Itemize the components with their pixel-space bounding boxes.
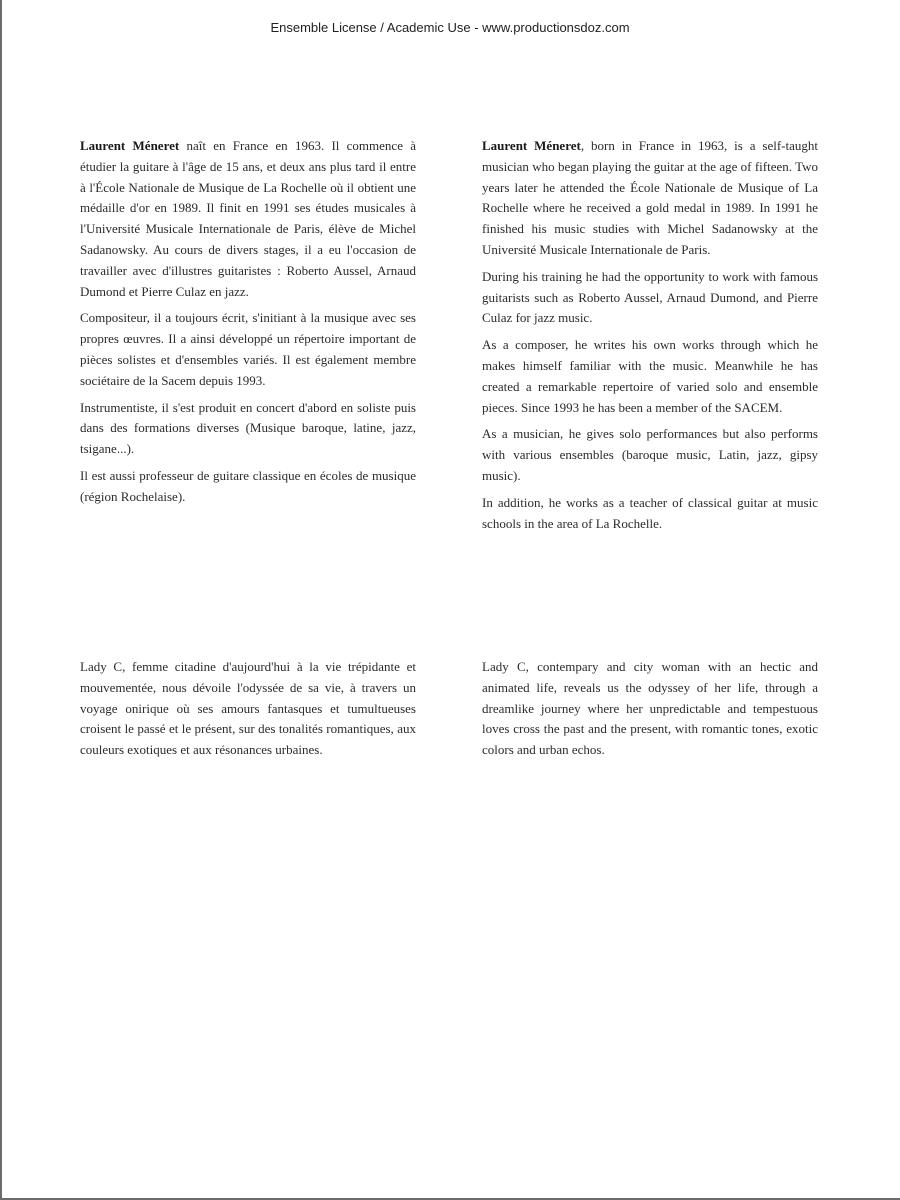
bio-en-paragraph-2: During his training he had the opportunity to work with famous guitarists such as Roberto Aussel, Arnaud Dumond, and Pierre Culaz for jazz music. bbox=[482, 268, 818, 326]
license-header: Ensemble License / Academic Use - www.productionsdoz.com bbox=[270, 20, 630, 35]
bio-fr-name: Laurent Méneret bbox=[80, 138, 180, 153]
bio-en-p1-text: , born in France in 1963, is a self-taught musician who began playing the guitar at the age of fifteen. Two years later he attended the École Nationale de Musique of La Rochelle where he received a gold medal in 1989. In 1991 he finished his music studies with Michel Sadanowsky at the Université Musicale Internationale de Paris. bbox=[482, 138, 818, 257]
bio-en-paragraph-4: As a musician, he gives solo performances but also performs with various ensembles (baroque music, Latin, jazz, gipsy music). bbox=[482, 426, 818, 483]
bio-fr-paragraph-1 bbox=[80, 136, 416, 302]
bio-fr-p1-text: naît en France en 1963. Il commence à étudier la guitare à l'âge de 15 ans, et deux ans plus tard il entre à l'École Nationale de Musique de La Rochelle où il obtient une médaille d'or en 1989. Il finit en 1991 ses études musicales à l'Université Musicale Internationale de Paris, élève de Michel Sadanowsky. Au cours de divers stages, il a eu l'occasion de travailler avec d'illustres guitaristes : Roberto Aussel, Arnaud Dumond et Pierre Culaz en jazz. bbox=[80, 138, 416, 299]
bio-fr-paragraph-3: Instrumentiste, il s'est produit en concert d'abord en soliste puis dans des formations diverses (Musique baroque, latine, jazz, tsigane...). bbox=[80, 399, 416, 457]
lady-c-description-english bbox=[482, 657, 818, 767]
bio-en-name: Laurent Méneret bbox=[482, 138, 581, 153]
lady-c-description-french bbox=[80, 657, 416, 767]
lady-en-paragraph: Lady C, contempary and city woman with an hectic and animated life, reveals us the odyssey of her life, through a dreamlike journey where her unpredictable and tempestuous loves cross the past and the present, with romantic tones, exotic colors and urban echos. bbox=[482, 659, 818, 758]
bio-en-paragraph-5: In addition, he works as a teacher of classical guitar at music schools in the area of La Rochelle. bbox=[482, 494, 818, 531]
bio-fr-paragraph-4: Il est aussi professeur de guitare classique en écoles de musique (région Rochelaise). bbox=[80, 467, 416, 504]
bio-en-paragraph-1 bbox=[482, 136, 818, 261]
lady-fr-paragraph: Lady C, femme citadine d'aujourd'hui à la vie trépidante et mouvementée, nous dévoile l'odyssée de sa vie, à travers un voyage onirique où ses amours fantasques et tumultueuses croisent le passé et le présent, sur des tonalités romantiques, aux couleurs exotiques et aux résonances urbaines. bbox=[80, 659, 416, 758]
bio-en-paragraph-3: As a composer, he writes his own works through which he makes himself familiar with the music. Meanwhile he has created a remarkable repertoire of varied solo and ensemble pieces. Since 1993 he has been a member of the SACEM. bbox=[482, 337, 818, 415]
biography-french bbox=[80, 136, 416, 514]
biography-english bbox=[482, 136, 818, 540]
bio-fr-paragraph-2: Compositeur, il a toujours écrit, s'initiant à la musique avec ses propres œuvres. Il a ainsi développé un répertoire important de pièces solistes et d'ensembles variés. Il est également membre sociétaire de la Sacem depuis 1993. bbox=[80, 310, 416, 388]
